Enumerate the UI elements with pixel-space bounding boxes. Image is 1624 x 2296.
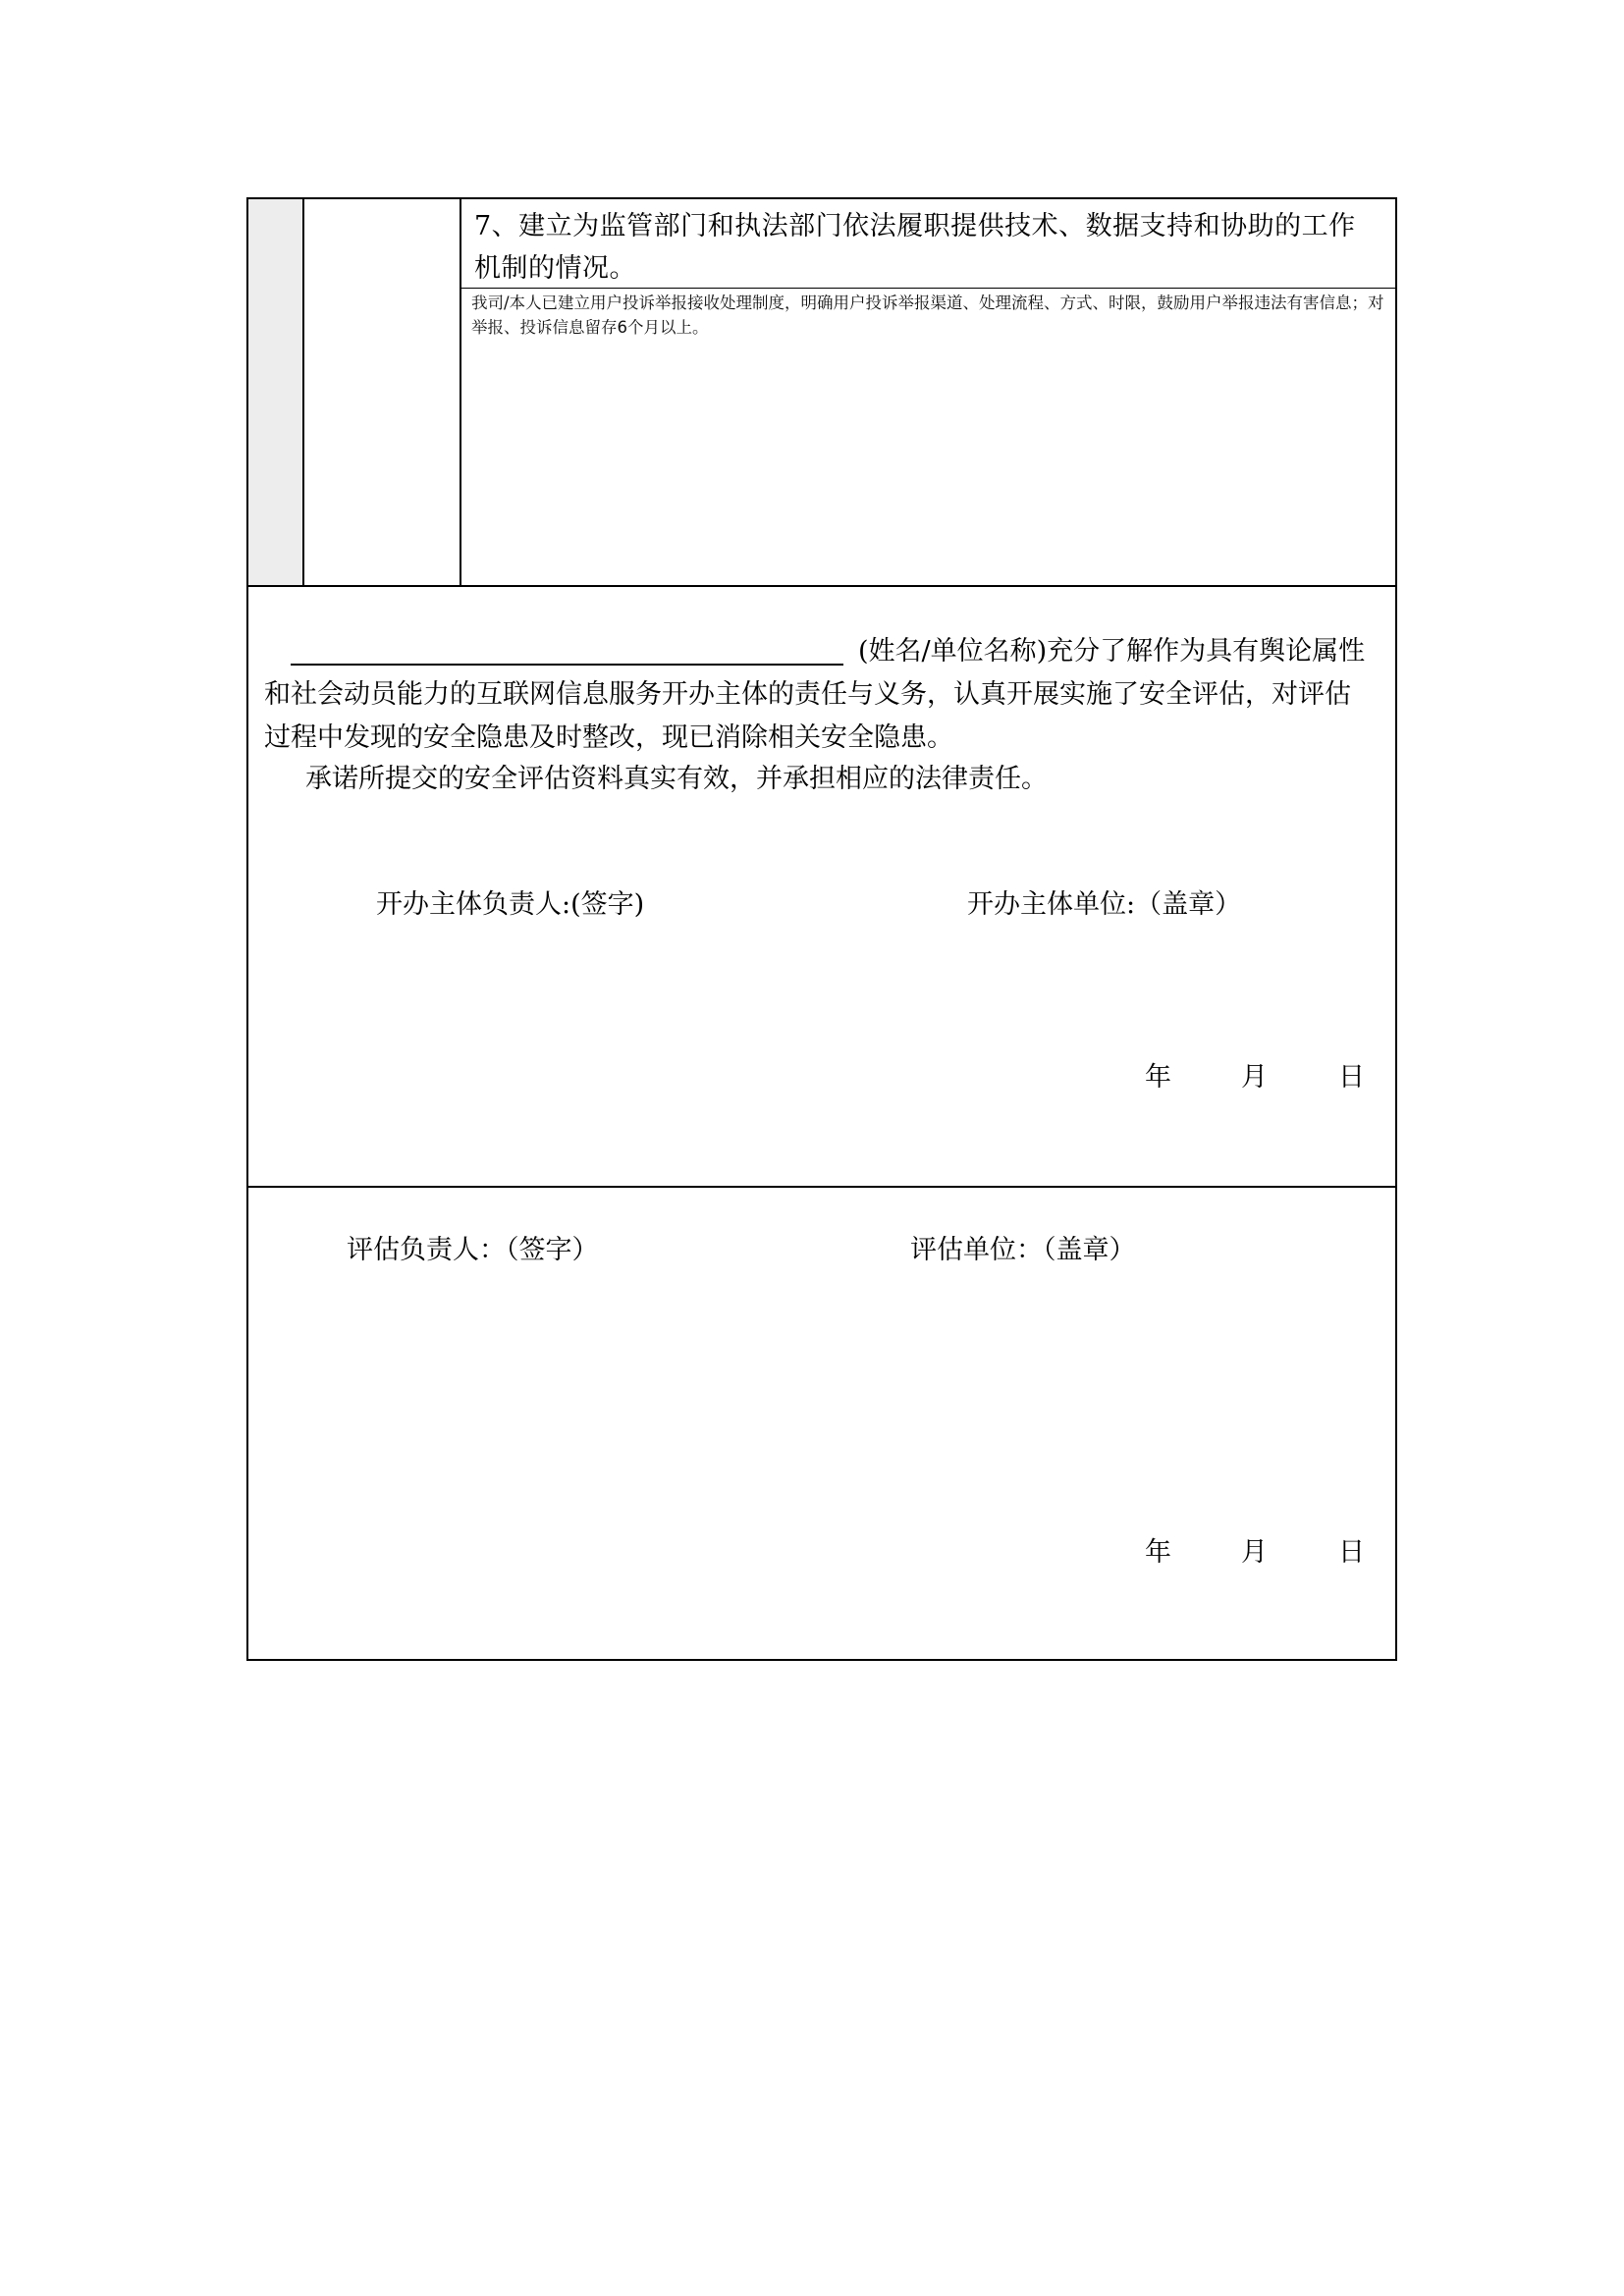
operator-signer-label: 开办主体负责人:(签字)	[376, 889, 645, 920]
category-column	[304, 199, 461, 585]
commitment-section	[246, 585, 1397, 1188]
date-year-label: 年	[1145, 1062, 1171, 1093]
evaluator-unit-seal-label: 评估单位：（盖章）	[910, 1235, 1136, 1265]
commitment-line-1: (姓名/单位名称)充分了解作为具有舆论属性	[858, 636, 1366, 667]
evaluator-signer-label: 评估负责人：（签字）	[347, 1235, 599, 1265]
pledge-statement: 承诺所提交的安全评估资料真实有效，并承担相应的法律责任。	[305, 764, 1048, 794]
date-month-label: 月	[1241, 1537, 1268, 1568]
item-7-heading: 7、建立为监管部门和执法部门依法履职提供技术、数据支持和协助的工作机制的情况。	[474, 211, 1356, 284]
operator-unit-seal-label: 开办主体单位:（盖章）	[967, 889, 1242, 920]
item-7-answer: 我司/本人已建立用户投诉举报接收处理制度，明确用户投诉举报渠道、处理流程、方式、时限，鼓励用户举报违法有害信息；对举报、投诉信息留存6个月以上。	[471, 294, 1384, 337]
commitment-line-2: 和社会动员能力的互联网信息服务开办主体的责任与义务，认真开展实施了安全评估，对评估	[264, 679, 1351, 710]
commitment-line-3: 过程中发现的安全隐患及时整改，现已消除相关安全隐患。	[264, 722, 953, 753]
item-table-section	[246, 197, 1397, 587]
date-year-label: 年	[1145, 1537, 1171, 1568]
date-month-label: 月	[1241, 1062, 1268, 1093]
row-divider	[461, 288, 1397, 289]
date-day-label: 日	[1338, 1537, 1365, 1568]
commitment-statement	[264, 630, 1383, 760]
date-day-label: 日	[1338, 1062, 1365, 1093]
shaded-index-column	[248, 199, 304, 585]
evaluation-section	[246, 1186, 1397, 1661]
